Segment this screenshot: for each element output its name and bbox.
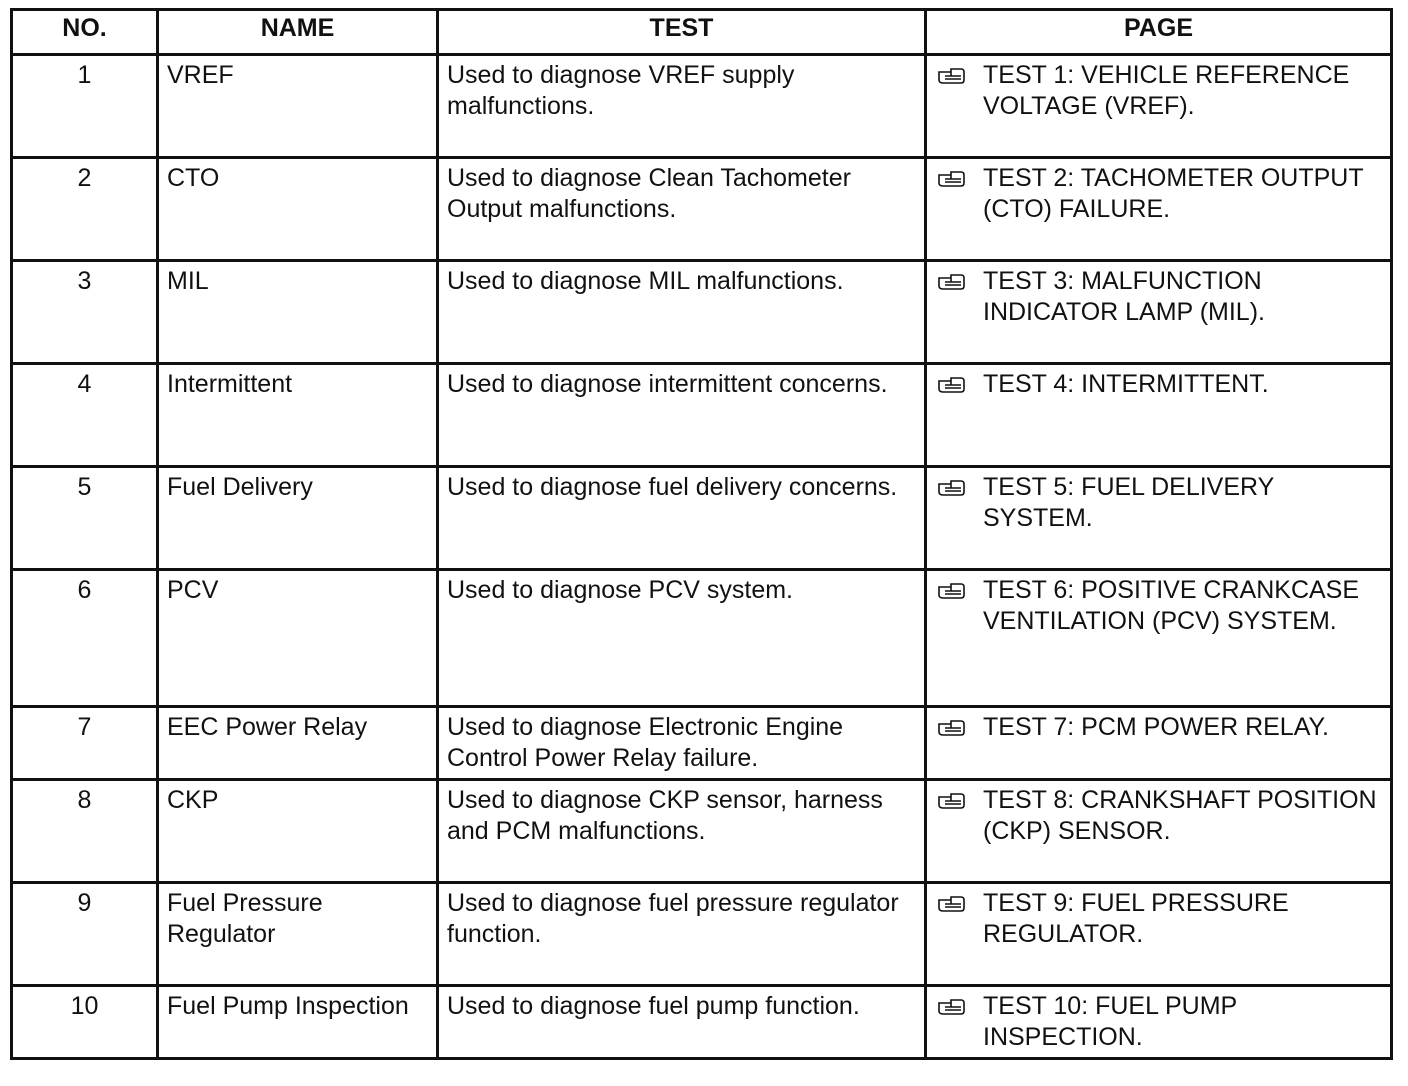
table-row: [12, 364, 1392, 467]
pointing-hand-icon: [937, 171, 965, 187]
header-test: TEST: [438, 10, 926, 55]
pointing-hand-icon: [937, 793, 965, 809]
row-number: 1: [12, 55, 158, 158]
row-number: 6: [12, 570, 158, 707]
pointing-hand-icon: [937, 999, 965, 1015]
row-test: Used to diagnose fuel pressure regulator function.: [438, 883, 926, 986]
page-reference-link[interactable]: TEST 10: FUEL PUMP INSPECTION.: [983, 992, 1237, 1051]
page-reference-link[interactable]: TEST 2: TACHOMETER OUTPUT (CTO) FAILURE.: [983, 164, 1364, 223]
row-number: 4: [12, 364, 158, 467]
table-row: [12, 158, 1392, 261]
row-name: MIL: [158, 261, 438, 364]
row-test: Used to diagnose MIL malfunctions.: [438, 261, 926, 364]
row-name: VREF: [158, 55, 438, 158]
table-row: [12, 570, 1392, 707]
pointing-hand-icon: [937, 720, 965, 736]
row-number: 5: [12, 467, 158, 570]
row-number: 9: [12, 883, 158, 986]
row-test: Used to diagnose Electronic Engine Control Power Relay failure.: [438, 707, 926, 780]
page-reference-link[interactable]: TEST 5: FUEL DELIVERY SYSTEM.: [983, 473, 1274, 532]
row-test: Used to diagnose fuel pump function.: [438, 986, 926, 1059]
table-row: [12, 707, 1392, 780]
header-no: NO.: [12, 10, 158, 55]
row-name: PCV: [158, 570, 438, 707]
row-number: 7: [12, 707, 158, 780]
row-page: [926, 570, 1392, 707]
row-name: EEC Power Relay: [158, 707, 438, 780]
row-test: Used to diagnose intermittent concerns.: [438, 364, 926, 467]
page-reference-link[interactable]: TEST 6: POSITIVE CRANKCASE VENTILATION (PCV) SYSTEM.: [983, 576, 1360, 635]
row-page: [926, 158, 1392, 261]
row-name: Fuel Pump Inspection: [158, 986, 438, 1059]
row-number: 3: [12, 261, 158, 364]
table-row: [12, 883, 1392, 986]
row-name: Intermittent: [158, 364, 438, 467]
header-row: [12, 10, 1392, 55]
row-test: Used to diagnose fuel delivery concerns.: [438, 467, 926, 570]
pointing-hand-icon: [937, 583, 965, 599]
row-page: [926, 986, 1392, 1059]
page-reference-link[interactable]: TEST 3: MALFUNCTION INDICATOR LAMP (MIL).: [983, 267, 1265, 326]
page-reference-link[interactable]: TEST 1: VEHICLE REFERENCE VOLTAGE (VREF).: [983, 61, 1350, 120]
row-test: Used to diagnose VREF supply malfunctions.: [438, 55, 926, 158]
header-page: PAGE: [926, 10, 1392, 55]
row-number: 8: [12, 780, 158, 883]
page-reference-link[interactable]: TEST 4: INTERMITTENT.: [983, 370, 1269, 398]
row-page: [926, 55, 1392, 158]
row-number: 2: [12, 158, 158, 261]
row-test: Used to diagnose Clean Tachometer Output malfunctions.: [438, 158, 926, 261]
row-test: Used to diagnose PCV system.: [438, 570, 926, 707]
row-name: Fuel Pressure Regulator: [158, 883, 438, 986]
row-name: Fuel Delivery: [158, 467, 438, 570]
table-row: [12, 986, 1392, 1059]
page-reference-link[interactable]: TEST 9: FUEL PRESSURE REGULATOR.: [983, 889, 1289, 948]
row-page: [926, 467, 1392, 570]
row-page: [926, 364, 1392, 467]
table-row: [12, 780, 1392, 883]
row-page: [926, 261, 1392, 364]
row-name: CTO: [158, 158, 438, 261]
row-test: Used to diagnose CKP sensor, harness and PCM malfunctions.: [438, 780, 926, 883]
page-reference-link[interactable]: TEST 8: CRANKSHAFT POSITION (CKP) SENSOR.: [983, 786, 1377, 845]
pointing-hand-icon: [937, 68, 965, 84]
pointing-hand-icon: [937, 274, 965, 290]
diagnostic-test-table: [10, 8, 1393, 1060]
header-name: NAME: [158, 10, 438, 55]
row-page: [926, 883, 1392, 986]
table-row: [12, 467, 1392, 570]
row-page: [926, 707, 1392, 780]
pointing-hand-icon: [937, 480, 965, 496]
pointing-hand-icon: [937, 896, 965, 912]
page-reference-link[interactable]: TEST 7: PCM POWER RELAY.: [983, 713, 1329, 741]
row-page: [926, 780, 1392, 883]
table-row: [12, 55, 1392, 158]
table-row: [12, 261, 1392, 364]
pointing-hand-icon: [937, 377, 965, 393]
row-name: CKP: [158, 780, 438, 883]
row-number: 10: [12, 986, 158, 1059]
